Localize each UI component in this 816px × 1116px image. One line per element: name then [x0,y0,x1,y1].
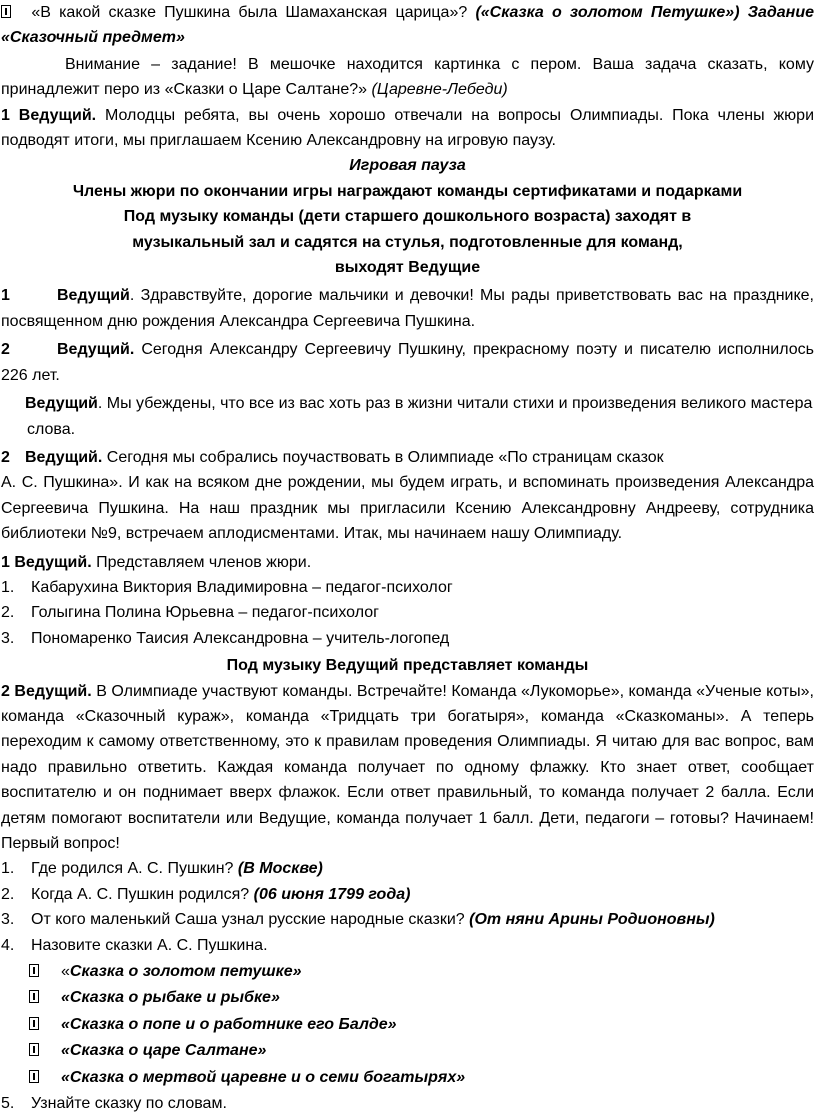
list-number: 2. [1,885,15,903]
speaker-label: 1 Ведущий. [1,106,97,124]
missing-glyph-icon [29,990,39,1003]
paragraph-text: Молодцы ребята, вы очень хорошо отвечали на вопросы Олимпиады. Пока члены жюри подводят итоги, мы приглашаем Ксению Александровну на игровую паузу. [1,106,815,150]
list-item [1,856,814,881]
list-item [1,600,814,625]
speaker-label: Ведущий [57,287,130,305]
questions-list [1,856,814,958]
speech-text: В Олимпиаде участвуют команды. Встречайте! Команда «Лукоморье», команда «Ученые коты», команда «Сказочный кураж», команда «Тридцать три богатыря», команда «Сказкоманы». А теперь переходим к самому ответственному, это к правилам проведения Олимпиады. Я читаю для вас вопрос, вам надо правильно ответить. Каждая команда получает по одному флажку. Кто знает ответ, сообщает воспитателю и он поднимает вверх флажок. Если ответ правильный, то команда получает 2 балла. Если детям помогают воспитатели или Ведущие, команда получает 1 балл. Дети, педагоги – готовы? Начинаем! Первый вопрос! [1,682,814,852]
list-text: Кабарухина Виктория Владимировна – педагог-психолог [31,578,453,596]
list-item [1,626,814,651]
speech-5 [1,550,814,575]
list-item [1,882,814,907]
question-text: Узнайте сказку по словам. [31,1095,227,1113]
speech-number [1,391,25,416]
question-text: Когда А. С. Пушкин родился? [31,885,250,903]
missing-glyph-icon [29,1070,39,1083]
question-text: Где родился А. С. Пушкин? [31,860,234,878]
speaker-label: Ведущий [25,395,98,413]
task-title: Задание «Сказочный предмет» [1,4,815,47]
speech-2 [1,337,814,388]
speech-number: 2 [1,341,10,359]
question-answer: (В Москве) [237,860,323,878]
list-item [1,907,814,932]
intro-question-answer: («Сказка о золотом Петушке») [475,4,740,21]
speech-text: Сегодня Александру Сергеевичу Пушкину, прекрасному поэту и писателю исполнилось 226 лет. [1,341,814,384]
task-answer: (Царевне-Лебеди) [371,81,508,99]
jury-note: Члены жюри по окончании игры награждают команды сертификатами и подарками [72,182,743,200]
jury-list [1,575,814,651]
list-text: Пономаренко Таисия Александровна – учитель-логопед [31,629,450,647]
speaker-label: 1 Ведущий. [1,553,92,571]
list-number: 3. [1,629,15,647]
list-item [1,575,814,600]
speech-6 [1,679,814,857]
list-item [1,1065,814,1090]
list-item [1,1012,814,1037]
music-note-line-2: музыкальный зал и садятся на стулья, подготовленные для команд, [132,233,683,251]
speech-number: 2 [1,448,10,466]
tale-prefix: « [61,963,70,981]
music-note-line-3: выходят Ведущие [334,259,481,277]
list-number: 1. [1,578,15,596]
tale-title: «Сказка о мертвой царевне и о семи богатырях» [61,1068,466,1086]
tale-title: «Сказка о рыбаке и рыбке» [61,989,280,1007]
task-paragraph [1,52,814,103]
speech-4-line-1 [1,445,814,470]
list-text: Голыгина Полина Юрьевна – педагог-психолог [31,604,379,622]
pause-title: Игровая пауза [349,157,466,175]
speaker-label: 2 Ведущий. [1,682,92,700]
task-text: Внимание – задание! В мешочке находится картинка с пером. Ваша задача сказать, кому принадлежит перо из «Сказки о Царе Салтане?» [1,55,814,99]
question-answer: (06 июня 1799 года) [253,885,411,903]
music-note-line-1: Под музыку команды (дети старшего дошкольного возраста) заходят в [123,208,692,226]
list-number: 5. [1,1095,15,1113]
list-item [1,959,814,984]
list-item [1,933,814,958]
list-number: 1. [1,860,15,878]
speech-4-text: А. С. Пушкина». И как на всяком дне рождении, мы будем играть, и вспоминать произведения Александра Сергеевича Пушкина. На наш праздник мы пригласили Ксению Александровну Андрееву, сотрудника библиотеки №9, встречаем аплодисментами. Итак, мы начинаем нашу Олимпиаду. [1,474,814,543]
tale-title: «Сказка о царе Салтане» [61,1042,267,1060]
speech-text: Сегодня мы собрались поучаствовать в Олимпиаде «По страницам сказок [106,448,664,466]
speech-3 [1,391,814,442]
intro-question [1,0,814,51]
missing-glyph-icon [1,5,11,18]
paragraph-host-1 [1,103,814,154]
question-answer: (От няни Арины Родионовны) [469,911,715,929]
list-item [1,1038,814,1063]
missing-glyph-icon [29,1043,39,1056]
speech-number: 1 [1,287,10,305]
speaker-label: Ведущий. [25,448,103,466]
list-number: 2. [1,604,15,622]
missing-glyph-icon [29,964,39,977]
tale-title: Сказка о золотом петушке» [69,963,302,981]
question-text: Назовите сказки А. С. Пушкина. [31,936,268,954]
speech-1 [1,283,814,334]
list-number: 3. [1,911,15,929]
tale-title: «Сказка о попе и о работнике его Балде» [61,1015,397,1033]
speech-text: . Здравствуйте, дорогие мальчики и девочки! Мы рады приветствовать вас на празднике, посвященном дню рождения Александра Сергеевича Пушкина. [1,287,814,330]
speech-text: . Мы убеждены, что все из вас хоть раз в жизни читали стихи и произведения великого мастера слова. [27,395,813,438]
missing-glyph-icon [29,1017,39,1030]
list-item [1,1091,814,1116]
speech-text: Представляем членов жюри. [96,553,312,571]
tales-list [1,959,814,1090]
teams-title: Под музыку Ведущий представляет команды [226,657,589,675]
question-text: От кого маленький Саша узнал русские народные сказки? [31,911,465,929]
intro-question-text: «В какой сказке Пушкина была Шамаханская царица»? [31,4,468,21]
list-number: 4. [1,936,15,954]
list-item [1,985,814,1010]
speaker-label: Ведущий. [57,341,135,359]
